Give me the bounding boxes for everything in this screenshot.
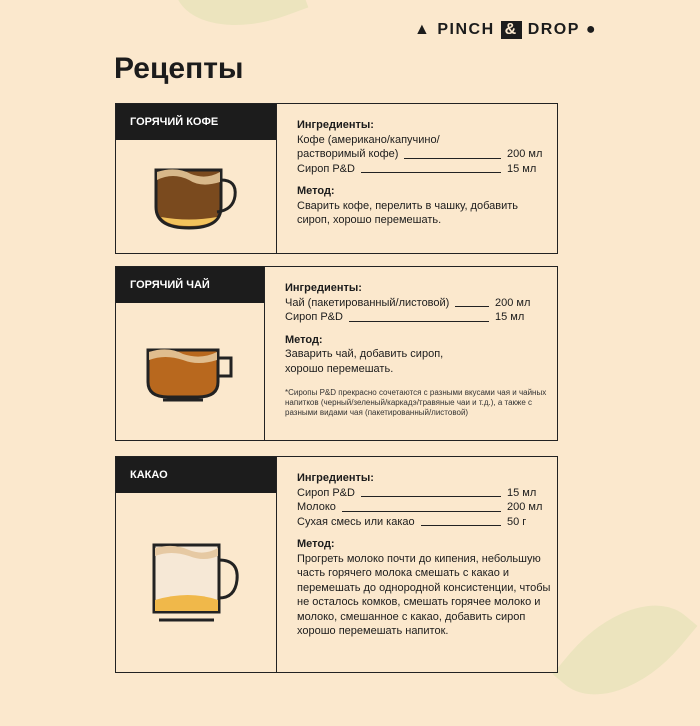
ingredient-name: Чай (пакетированный/листовой) [285,296,450,309]
method-text: Прогреть молоко почти до кипения, небольшую часть горячего молока смешать с какао и перемешать до однородной консистенции, чтобы не осталось комков, смешать горячее молоко и молоко, смешанное с какао, добавить сироп хорошо перемешать напиток. [297,552,551,637]
footnote: *Сиропы P&D прекрасно сочетаются с разными вкусами чая и чайных напитков (черный/зеленый/каркадэ/травяные чаи и т.д.), а также с разными видами чая (пакетированный/листовой) [285,388,547,417]
ingredient-name: Кофе (американо/капучино/ [297,133,440,146]
ingredient-amount: 50 г [507,515,527,528]
triangle-icon: ▲ [414,21,432,38]
ingredients-label: Ингредиенты: [285,282,362,294]
ingredient-name: растворимый кофе) [297,148,399,160]
recipe-card-tea [115,266,558,441]
ingredient-amount: 200 мл [507,501,543,513]
method-label: Метод: [297,538,335,550]
tea-cup-icon [116,303,264,440]
dot-icon: ● [585,21,598,38]
recipe-title: ГОРЯЧИЙ ЧАЙ [116,267,264,303]
ingredient-amount: 15 мл [495,311,525,323]
recipe-title: ГОРЯЧИЙ КОФЕ [116,104,276,140]
cocoa-mug-icon [116,493,276,672]
recipe-card-cocoa [115,456,558,673]
method-text: Сварить кофе, перелить в чашку, добавить сироп, хорошо перемешать. [297,199,519,226]
page-title: Рецепты [114,52,244,85]
recipe-title: КАКАО [116,457,276,493]
method-label: Метод: [285,333,323,346]
ingredient-name: Сироп P&D [285,311,343,323]
recipe-card-coffee [115,103,558,254]
ingredient-name: Молоко [297,501,336,513]
brand-logo [414,21,597,39]
coffee-cup-icon [116,140,276,253]
brand-left: PINCH [437,21,495,38]
ingredient-name: Сироп P&D [297,162,355,175]
ingredient-name: Сироп P&D [297,486,355,499]
ingredients-label: Ингредиенты: [297,472,374,484]
ingredient-amount: 15 мл [507,486,537,499]
leaf-decoration [553,574,698,725]
ingredient-amount: 200 мл [507,148,543,160]
ingredients-label: Ингредиенты: [297,119,374,131]
ingredient-amount: 15 мл [507,162,537,175]
leaf-decoration [172,0,309,48]
ingredient-name: Сухая смесь или какао [297,515,415,528]
brand-right: DROP [527,21,580,38]
method-label: Метод: [297,185,335,197]
method-text: Заварить чай, добавить сироп, хорошо перемешать. [285,348,444,375]
ingredient-amount: 200 мл [495,296,531,309]
brand-amp: & [501,21,522,39]
